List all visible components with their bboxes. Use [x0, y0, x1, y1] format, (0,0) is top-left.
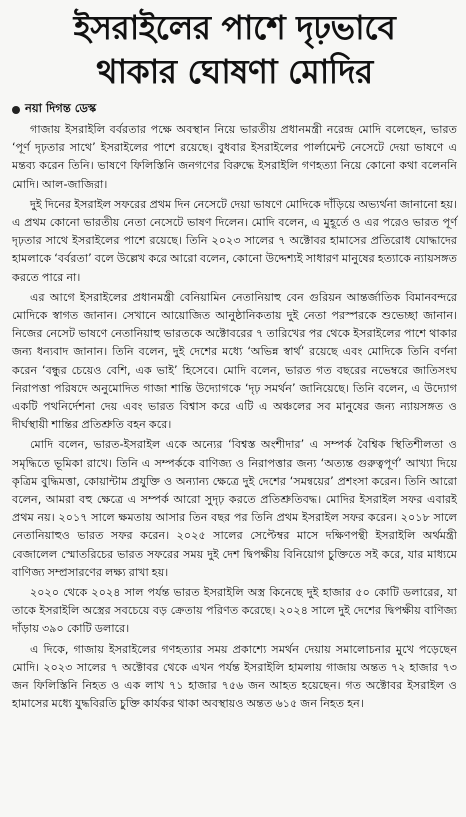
- article-paragraph: এর আগে ইসরাইলের প্রধানমন্ত্রী বেনিয়ামিন নেতানিয়াহু বেন গুরিয়ন আন্তর্জাতিক বিমানবন্দরে মোদিকে স্বাগত জানান। সেখানে আয়োজিত আনুষ্ঠানিকতায় দুই নেতা পরস্পরকে শুভেচ্ছা জানান। নিজের নেসেট ভাষণে নেতানিয়াহু ভারতকে অক্টোবরের ৭ তারিখের পর থেকে ইসরাইলের পাশে থাকার জন্য ধন্যবাদ জানান। তিনি বলেন, দুই দেশের মধ্যে ‘অভিন্ন স্বার্থ’ রয়েছে এবং মোদিকে তিনি বর্ণনা করেন ‘বন্ধুর চেয়েও বেশি, এক ভাই’ হিসেবে। মোদি বলেন, ভারত গত বছরের নভেম্বরে জাতিসংঘ নিরাপত্তা পরিষদে অনুমোদিত গাজা শান্তি উদ্যোগকে ‘দৃঢ় সমর্থন’ জানিয়েছে। তিনি বলেন, এ উদ্যোগ একটি পথনির্দেশনা দেয় এবং ভারত বিশ্বাস করে এটি এ অঞ্চলের সব মানুষের জন্য ন্যায়সঙ্গত ও দীর্ঘস্থায়ী শান্তির প্রতিশ্রুতি বহন করে।: [12, 290, 457, 432]
- article-body: [12, 121, 457, 714]
- article-paragraph: দুই দিনের ইসরাইল সফরের প্রথম দিন নেসেটে দেয়া ভাষণে মোদিকে দাঁড়িয়ে অভ্যর্থনা জানানো হয়। এ প্রথম কোনো ভারতীয় নেতা নেসেটে ভাষণ দিলেন। মোদি বলেন, এ মুহূর্তে ও এর পরেও ভারত পূর্ণ দৃঢ়তার সাথে ইসরাইলের পাশে রয়েছে। তিনি ২০২৩ সালের ৭ অক্টোবর হামাসের প্রতিরোধ যোদ্ধাদের হামলাকে ‘বর্বরতা’ বলে উল্লেখ করে আরো বলেন, কোনো উদ্দেশ্যই সাধারণ মানুষের হত্যাকে ন্যায়সঙ্গত করতে পারে না।: [12, 197, 457, 284]
- headline-line-2: থাকার ঘোষণা মোদির: [96, 52, 373, 91]
- article-paragraph: এ দিকে, গাজায় ইসরাইলের গণহত্যার সময় প্রকাশ্যে সমর্থন দেয়ায় সমালোচনার মুখে পড়েছেন মোদি। ২০২৩ সালের ৭ অক্টোবর থেকে এখন পর্যন্ত ইসরাইলি হামলায় গাজায় অন্তত ৭২ হাজার ৭৩ জন ফিলিস্তিনি নিহত ও এক লাখ ৭১ হাজার ৭৫৬ জন আহত হয়েছেন। গত অক্টোবর ইসরাইল ও হামাসের মধ্যে যুদ্ধবিরতি চুক্তি কার্যকর থাকা অবস্থায়ও অন্তত ৬১৫ জন নিহত হন।: [12, 642, 457, 711]
- byline: [12, 100, 457, 119]
- headline-line-1: ইসরাইলের পাশে দৃঢ়ভাবে: [73, 8, 396, 47]
- headline: [12, 6, 457, 94]
- byline-text: নয়া দিগন্ত ডেস্ক: [25, 101, 97, 115]
- article-paragraph: ২০২০ থেকে ২০২৪ সাল পর্যন্ত ভারত ইসরাইলি অস্ত্র কিনেছে দুই হাজার ৫০ কোটি ডলারের, যা তাকে ইসরাইলি অস্ত্রের সবচেয়ে বড় ক্রেতায় পরিণত করেছে। ২০২৪ সালে দুই দেশের দ্বিপক্ষীয় বাণিজ্য দাঁড়ায় ৩৯০ কোটি ডলারে।: [12, 586, 457, 636]
- article-paragraph: মোদি বলেন, ভারত-ইসরাইল একে অন্যের ‘বিশ্বস্ত অংশীদার’ এ সম্পর্ক বৈশ্বিক স্থিতিশীলতা ও সমৃদ্ধিতে ভূমিকা রাখে। তিনি এ সম্পর্ককে বাণিজ্য ও নিরাপত্তার জন্য ‘অত্যন্ত গুরুত্বপূর্ণ’ আখ্যা দিয়ে কৃত্রিম বুদ্ধিমত্তা, কোয়ান্টাম প্রযুক্তি ও অন্যান্য ক্ষেত্রে দুই দেশের ‘সমন্বয়ের’ প্রশংসা করেন। তিনি আরো বলেন, আমরা বহু ক্ষেত্রে এ সম্পর্ক আরো সুদৃঢ় করতে প্রতিশ্রুতিবদ্ধ। মোদির ইসরাইল সফর এবারই প্রথম নয়। ২০১৭ সালে ক্ষমতায় আসার তিন বছর পর তিনি প্রথম ইসরাইল সফর করেন। ২০১৮ সালে নেতানিয়াহুও ভারত সফর করেন। ২০২৫ সালের সেপ্টেম্বর মাসে দক্ষিণপন্থী ইসরাইলি অর্থমন্ত্রী বেজালেল স্মোতরিচের ভারত সফরের সময় দুই দেশ দ্বিপক্ষীয় বিনিয়োগ চুক্তিতে সই করে, যার মাধ্যমে বাণিজ্য সম্প্রসারণের লক্ষ্য রাখা হয়।: [12, 438, 457, 579]
- bullet-icon: [12, 106, 20, 114]
- article-paragraph: গাজায় ইসরাইলি বর্বরতার পক্ষে অবস্থান নিয়ে ভারতীয় প্রধানমন্ত্রী নরেন্দ্র মোদি বলেছেন, ভারত ‘পূর্ণ দৃঢ়তার সাথে’ ইসরাইলের পাশে রয়েছে। বুধবার ইসরাইলের পার্লামেন্ট নেসেটে দেয়া ভাষণে এ মন্তব্য করেন তিনি। ভাষণে ফিলিস্তিনি জনগণের বিরুদ্ধে ইসরাইলি গণহত্যা নিয়ে কোনো কথা বলেননি মোদি। আল-জাজিরা।: [12, 123, 457, 191]
